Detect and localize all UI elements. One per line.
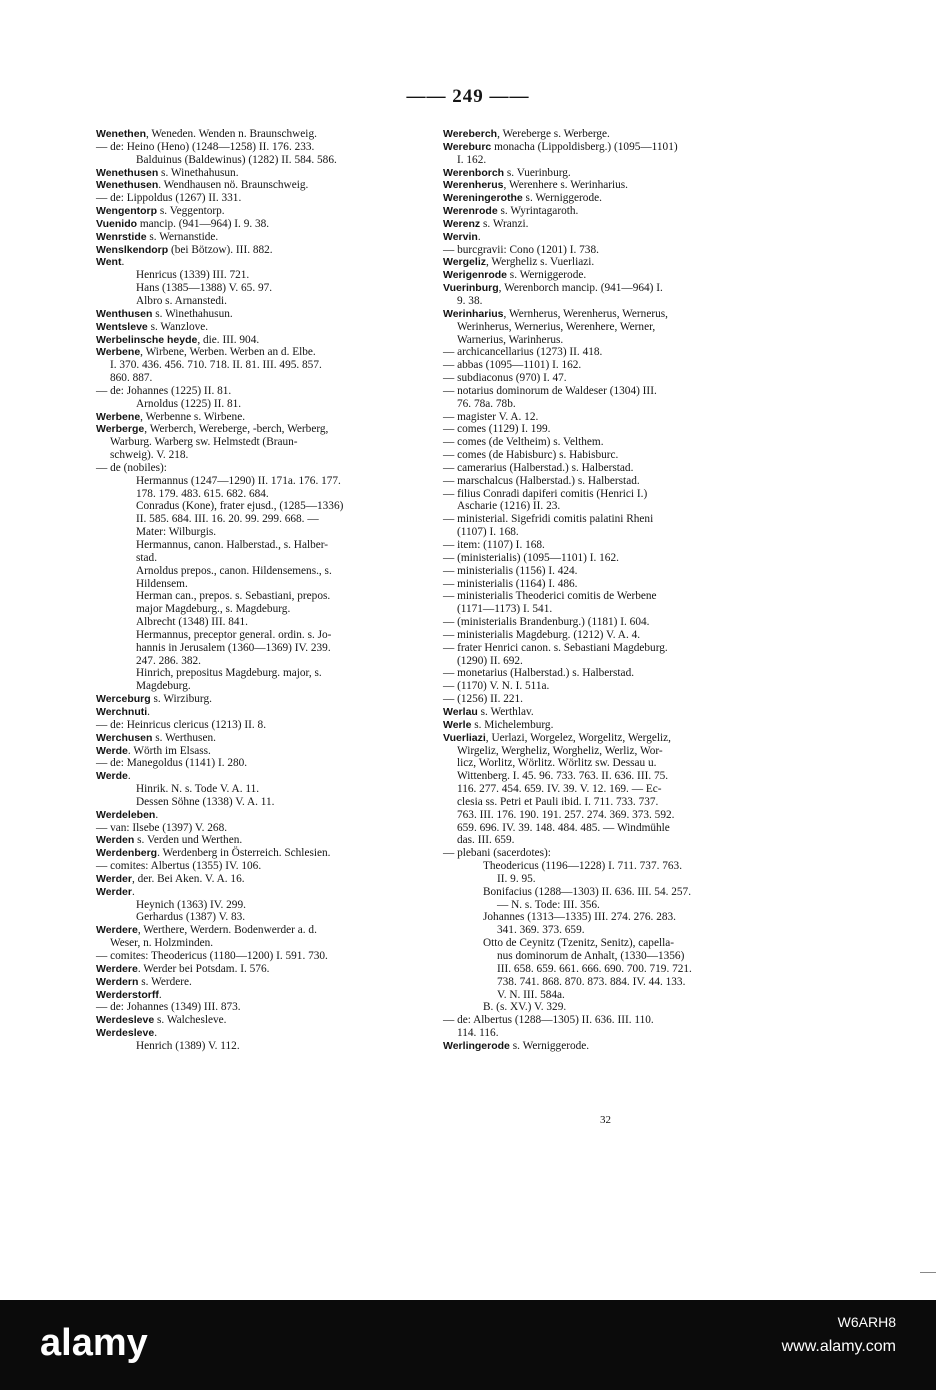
index-entry-heading: Werberge, Werberch, Wereberge, -berch, Werberg, bbox=[96, 423, 329, 436]
index-entry-line: — subdiaconus (970) I. 47. bbox=[443, 372, 567, 385]
index-entry-line: — monetarius (Halberstad.) s. Halberstad. bbox=[443, 667, 635, 680]
index-entry-heading: Wergeliz, Wergheliz s. Vuerliazi. bbox=[443, 256, 595, 269]
headword: Werenborch bbox=[443, 166, 505, 179]
headword: Wenethen bbox=[96, 128, 146, 140]
index-entry-line: Henrich (1389) V. 112. bbox=[136, 1039, 240, 1052]
index-entry-line: — comites: Theodericus (1180—1200) I. 591. 730. bbox=[96, 950, 328, 962]
headword: Werbene bbox=[96, 410, 141, 423]
watermark-domain: www.alamy.com bbox=[781, 1338, 896, 1355]
headword: Werdesleve bbox=[96, 1027, 155, 1040]
index-entry-line: Arnoldus (1225) II. 81. bbox=[136, 397, 242, 410]
index-entry-line: — ministerialis (1156) I. 424. bbox=[443, 564, 578, 577]
index-entry-line: — ministerialis Magdeburg. (1212) V. A. 4. bbox=[443, 628, 641, 641]
headword: Wereberch bbox=[443, 128, 498, 140]
index-entry-line: — de: Lippoldus (1267) II. 331. bbox=[96, 192, 242, 205]
index-entry-line: 763. III. 176. 190. 191. 257. 274. 369. 373. 592. bbox=[457, 808, 675, 821]
index-entry-line: — burcgravii: Cono (1201) I. 738. bbox=[443, 243, 599, 256]
index-entry-line: I. 162. bbox=[457, 153, 487, 166]
index-entry-heading: Werder, der. Bei Aken. V. A. 16. bbox=[96, 872, 245, 885]
index-entry-line: 116. 277. 454. 659. IV. 39. V. 12. 169. — Ec- bbox=[457, 783, 662, 796]
headword: Wenslkendorp bbox=[96, 243, 169, 256]
index-entry-line: — filius Conradi dapiferi comitis (Henrici I.) bbox=[443, 487, 648, 500]
index-entry-line: — comes (1129) I. 199. bbox=[443, 423, 551, 436]
index-entry-line: Albrecht (1348) III. 841. bbox=[136, 616, 248, 629]
index-entry-line: — archicancellarius (1273) II. 418. bbox=[443, 346, 603, 359]
index-entry-line: licz, Worlitz, Wörlitz. Wörlitz sw. Dessau u. bbox=[457, 757, 657, 770]
index-entry-line: I. 370. 436. 456. 710. 718. II. 81. III. 495. 857. bbox=[110, 359, 322, 372]
headword: Vuenido bbox=[96, 217, 138, 230]
index-entry-heading: Vuerinburg, Werenborch mancip. (941—964) I. bbox=[443, 282, 663, 295]
index-entry-line: — de: Johannes (1225) II. 81. bbox=[96, 384, 232, 397]
index-entry-line: — de: Johannes (1349) III. 873. bbox=[96, 1001, 241, 1014]
index-entry-heading: Went. bbox=[96, 256, 125, 269]
headword: Werde bbox=[96, 744, 128, 757]
index-entry-heading: Werle s. Michelemburg. bbox=[443, 718, 554, 731]
index-entry-line: — ministerial. Sigefridi comitis palatini Rheni bbox=[443, 513, 654, 526]
index-entry-line: Otto de Ceynitz (Tzenitz, Senitz), capella- bbox=[483, 937, 675, 950]
headword: Wenethusen bbox=[96, 166, 159, 179]
signature-mark: 32 bbox=[600, 1114, 611, 1126]
index-entry-line: (1171—1173) I. 541. bbox=[457, 603, 553, 616]
index-entry-line: 114. 116. bbox=[457, 1027, 499, 1040]
index-entry-line: — (ministerialis Brandenburg.) (1181) I. 604. bbox=[443, 616, 650, 629]
headword: Werenz bbox=[443, 217, 481, 230]
index-entry-line: Henricus (1339) III. 721. bbox=[136, 269, 250, 282]
headword: Wervin bbox=[443, 230, 478, 243]
index-entry-heading: Werde. bbox=[96, 770, 131, 783]
index-entry-heading: Werenz s. Wranzi. bbox=[443, 217, 529, 230]
index-entry-heading: Werenrode s. Wyrintagaroth. bbox=[443, 205, 579, 218]
headword: Werlingerode bbox=[443, 1039, 510, 1052]
index-entry-heading: Werlau s. Werthlav. bbox=[443, 705, 534, 718]
index-entry-heading: Werlingerode s. Werniggerode. bbox=[443, 1039, 590, 1052]
headword: Werbelinsche heyde bbox=[96, 333, 198, 346]
index-entry-line: Mater: Wilburgis. bbox=[136, 526, 217, 539]
index-entry-line: — van: Ilsebe (1397) V. 268. bbox=[96, 821, 228, 834]
index-entry-heading: Werchnuti. bbox=[96, 705, 150, 718]
index-entry-line: clesia ss. Petri et Pauli ibid. I. 711. 733. 737. bbox=[457, 795, 659, 808]
index-entry-heading: Wereberch, Wereberge s. Werberge. bbox=[443, 128, 610, 140]
index-entry-line: Balduinus (Baldewinus) (1282) II. 584. 586. bbox=[136, 153, 337, 166]
index-entry-line: — de: Heino (Heno) (1248—1258) II. 176. 233. bbox=[96, 140, 315, 153]
index-entry-line: — N. s. Tode: III. 356. bbox=[497, 898, 600, 911]
index-entry-line: Hans (1385—1388) V. 65. 97. bbox=[136, 282, 273, 295]
index-entry-line: schweig). V. 218. bbox=[110, 449, 189, 462]
index-entry-heading: Wenethusen. Wendhausen nö. Braunschweig. bbox=[96, 179, 309, 192]
index-entry-heading: Werchusen s. Werthusen. bbox=[96, 731, 216, 744]
headword: Werden bbox=[96, 834, 135, 847]
index-entry-line: Dessen Söhne (1338) V. A. 11. bbox=[136, 795, 275, 808]
index-entry-line: 738. 741. 868. 870. 873. 884. IV. 44. 133. bbox=[497, 975, 686, 988]
index-entry-heading: Werdesleve. bbox=[96, 1027, 158, 1040]
index-entry-line: — de: Heinricus clericus (1213) II. 8. bbox=[96, 718, 267, 731]
index-entry-heading: Werde. Wörth im Elsass. bbox=[96, 744, 211, 757]
headword: Wengentorp bbox=[96, 205, 158, 218]
headword: Werigenrode bbox=[443, 269, 507, 282]
index-entry-line: Weser, n. Holzminden. bbox=[110, 937, 214, 950]
index-entry-line: III. 658. 659. 661. 666. 690. 700. 719. 721. bbox=[497, 962, 692, 975]
headword: Wergeliz bbox=[443, 256, 486, 269]
index-entry-line: Magdeburg. bbox=[136, 680, 191, 693]
index-entry-line: Hermannus, preceptor general. ordin. s. Jo- bbox=[136, 628, 332, 641]
index-entry-line: Hinrich, prepositus Magdeburg. major, s. bbox=[136, 667, 322, 680]
index-entry-line: — camerarius (Halberstad.) s. Halberstad. bbox=[443, 461, 634, 474]
index-entry-heading: Wervin. bbox=[443, 230, 481, 243]
index-entry-line: 178. 179. 483. 615. 682. 684. bbox=[136, 487, 269, 500]
index-entry-heading: Wenthusen s. Winethahusun. bbox=[96, 307, 233, 320]
index-entry-line: 860. 887. bbox=[110, 372, 153, 385]
index-entry-line: — (1256) II. 221. bbox=[443, 693, 524, 706]
index-entry-heading: Wereburc monacha (Lippoldisberg.) (1095—1101) bbox=[443, 140, 678, 153]
index-entry-line: Hermannus, canon. Halberstad., s. Halber- bbox=[136, 539, 329, 551]
index-entry-heading: Werderstorff. bbox=[96, 988, 162, 1001]
index-entry-heading: Wenethusen s. Winethahusun. bbox=[96, 166, 239, 179]
index-entry-line: — notarius dominorum de Waldeser (1304) III. bbox=[443, 384, 657, 397]
crop-mark bbox=[920, 1272, 936, 1273]
headword: Werberge bbox=[96, 423, 145, 436]
headword: Wenethusen bbox=[96, 179, 159, 192]
index-entry-line: 76. 78a. 78b. bbox=[457, 397, 516, 410]
index-entry-line: Albro s. Arnanstedi. bbox=[136, 294, 227, 307]
index-entry-line: Wirgeliz, Wergheliz, Worgheliz, Werliz, Wor- bbox=[457, 744, 663, 757]
index-entry-line: Wittenberg. I. 45. 96. 733. 763. II. 636. III. 75. bbox=[457, 770, 669, 783]
index-entry-heading: Werbene, Werbenne s. Wirbene. bbox=[96, 410, 246, 423]
index-entry-line: — plebani (sacerdotes): bbox=[443, 847, 551, 860]
index-entry-line: — (ministerialis) (1095—1101) I. 162. bbox=[443, 551, 619, 564]
headword: Werceburg bbox=[96, 693, 151, 706]
index-entry-heading: Vuenido mancip. (941—964) I. 9. 38. bbox=[96, 217, 270, 230]
index-entry-line: II. 585. 684. III. 16. 20. 99. 299. 668. — bbox=[136, 513, 319, 526]
index-entry-heading: Wenethen, Weneden. Wenden n. Braunschweig. bbox=[96, 128, 317, 140]
headword: Werde bbox=[96, 770, 128, 783]
index-entry-line: — magister V. A. 12. bbox=[443, 410, 539, 423]
headword: Werinharius bbox=[443, 307, 504, 320]
index-entry-line: Warnerius, Warinherus. bbox=[457, 333, 564, 346]
index-entry-heading: Werceburg s. Wirziburg. bbox=[96, 693, 212, 706]
index-entry-line: das. III. 659. bbox=[457, 834, 515, 847]
index-entry-heading: Werdern s. Werdere. bbox=[96, 975, 192, 988]
index-entry-line: Hildensem. bbox=[136, 577, 188, 590]
index-entry-line: Arnoldus prepos., canon. Hildensemens., s. bbox=[136, 564, 332, 577]
index-entry-heading: Werinharius, Wernherus, Werenherus, Wernerus, bbox=[443, 307, 668, 320]
watermark-brand: alamy bbox=[40, 1322, 148, 1364]
watermark-footer bbox=[0, 1300, 936, 1390]
index-entry-heading: Werenborch s. Vuerinburg. bbox=[443, 166, 571, 179]
stock-image-id: W6ARH8 bbox=[837, 1314, 896, 1330]
index-entry-heading: Werbelinsche heyde, die. III. 904. bbox=[96, 333, 260, 346]
headword: Vuerinburg bbox=[443, 282, 499, 295]
index-entry-line: — de (nobiles): bbox=[96, 461, 167, 474]
index-entry-line: Werinherus, Wernerius, Werenhere, Werner, bbox=[457, 320, 656, 333]
index-entry-heading: Wenslkendorp (bei Bötzow). III. 882. bbox=[96, 243, 273, 256]
headword: Werder bbox=[96, 885, 132, 898]
index-entry-heading: Wengentorp s. Veggentorp. bbox=[96, 205, 225, 218]
page-number: —— 249 —— bbox=[406, 86, 530, 107]
headword: Werdeleben bbox=[96, 808, 156, 821]
headword: Wenthusen bbox=[96, 307, 153, 320]
index-entry-line: Bonifacius (1288—1303) II. 636. III. 54. 257. bbox=[483, 885, 692, 898]
index-entry-heading: Wenrstide s. Wernanstide. bbox=[96, 230, 219, 243]
index-entry-line: — comites: Albertus (1355) IV. 106. bbox=[96, 860, 262, 873]
index-entry-line: 9. 38. bbox=[457, 294, 483, 307]
headword: Wenrstide bbox=[96, 230, 147, 243]
index-entry-heading: Werden s. Verden und Werthen. bbox=[96, 834, 243, 847]
headword: Werder bbox=[96, 872, 132, 885]
headword: Vuerliazi bbox=[443, 731, 486, 744]
index-entry-heading: Wereningerothe s. Werniggerode. bbox=[443, 192, 602, 205]
headword: Werdenberg bbox=[96, 847, 158, 860]
index-entry-line: 247. 286. 382. bbox=[136, 654, 201, 667]
index-entry-heading: Werdesleve s. Walchesleve. bbox=[96, 1014, 227, 1027]
index-entry-line: Johannes (1313—1335) III. 274. 276. 283. bbox=[483, 911, 676, 924]
index-entry-line: Ascharie (1216) II. 23. bbox=[457, 500, 561, 513]
index-entry-line: 341. 369. 373. 659. bbox=[497, 924, 585, 937]
headword: Werchnuti bbox=[96, 705, 148, 718]
index-entry-line: (1107) I. 168. bbox=[457, 526, 519, 539]
index-entry-line: Conradus (Kone), frater ejusd., (1285—1336) bbox=[136, 500, 344, 513]
index-entry-line: — de: Albertus (1288—1305) II. 636. III. 110. bbox=[443, 1014, 654, 1027]
index-entry-line: (1290) II. 692. bbox=[457, 654, 523, 667]
index-entry-line: — ministerialis Theoderici comitis de Werbene bbox=[443, 590, 657, 603]
index-entry-heading: Werdere, Werthere, Werdern. Bodenwerder a. d. bbox=[96, 924, 317, 937]
index-entry-line: — frater Henrici canon. s. Sebastiani Magdeburg. bbox=[443, 641, 668, 654]
headword: Werchusen bbox=[96, 731, 153, 744]
index-entry-heading: Werenherus, Werenhere s. Werinharius. bbox=[443, 179, 628, 192]
index-entry-line: V. N. III. 584a. bbox=[497, 988, 565, 1001]
headword: Werdere bbox=[96, 962, 138, 975]
index-entry-heading: Wentsleve s. Wanzlove. bbox=[96, 320, 209, 333]
index-entry-line: major Magdeburg., s. Magdeburg. bbox=[136, 603, 291, 616]
index-entry-line: Warburg. Warberg sw. Helmstedt (Braun- bbox=[110, 436, 298, 449]
index-entry-line: — item: (1107) I. 168. bbox=[443, 539, 545, 551]
index-entry-line: Theodericus (1196—1228) I. 711. 737. 763. bbox=[483, 860, 683, 873]
index-entry-heading: Werder. bbox=[96, 885, 135, 898]
index-entry-heading: Werigenrode s. Werniggerode. bbox=[443, 269, 587, 282]
index-entry-line: — de: Manegoldus (1141) I. 280. bbox=[96, 757, 248, 770]
index-entry-line: Herman can., prepos. s. Sebastiani, prepos. bbox=[136, 590, 331, 603]
headword: Werenrode bbox=[443, 205, 498, 218]
index-entry-line: Hermannus (1247—1290) II. 171a. 176. 177. bbox=[136, 474, 341, 487]
index-entry-line: Gerhardus (1387) V. 83. bbox=[136, 911, 246, 924]
index-entry-line: hannis in Jerusalem (1360—1369) IV. 239. bbox=[136, 641, 331, 654]
index-entry-line: — abbas (1095—1101) I. 162. bbox=[443, 359, 582, 372]
index-entry-heading: Vuerliazi, Uerlazi, Worgelez, Worgelitz, Wergeliz, bbox=[443, 731, 671, 744]
index-entry-heading: Werbene, Wirbene, Werben. Werben an d. Elbe. bbox=[96, 346, 316, 359]
index-entry-line: — comes (de Habisburc) s. Habisburc. bbox=[443, 449, 619, 462]
headword: Werenherus bbox=[443, 179, 504, 192]
headword: Werderstorff bbox=[96, 988, 159, 1001]
index-entry-heading: Werdenberg. Werdenberg in Österreich. Schlesien. bbox=[96, 847, 331, 860]
headword: Wereburc bbox=[443, 140, 492, 153]
index-entry-line: — ministerialis (1164) I. 486. bbox=[443, 577, 578, 590]
headword: Werdesleve bbox=[96, 1014, 155, 1027]
headword: Werdern bbox=[96, 975, 139, 988]
index-entry-line: Hinrik. N. s. Tode V. A. 11. bbox=[136, 783, 260, 796]
index-entry-line: — comes (de Veltheim) s. Velthem. bbox=[443, 436, 604, 449]
index-entry-line: — marschalcus (Halberstad.) s. Halberstad. bbox=[443, 474, 640, 487]
index-column-right bbox=[443, 128, 773, 1053]
index-entry-line: II. 9. 95. bbox=[497, 872, 536, 885]
headword: Went bbox=[96, 256, 122, 269]
index-column-left bbox=[96, 128, 434, 1053]
index-entry-line: Heynich (1363) IV. 299. bbox=[136, 898, 246, 911]
headword: Werdere bbox=[96, 924, 138, 937]
index-entry-line: — (1170) V. N. I. 511a. bbox=[443, 680, 550, 693]
headword: Wereningerothe bbox=[443, 192, 523, 205]
index-entry-line: stad. bbox=[136, 551, 158, 564]
headword: Werlau bbox=[443, 705, 478, 718]
headword: Werle bbox=[443, 718, 472, 731]
index-entry-heading: Werdere. Werder bei Potsdam. I. 576. bbox=[96, 962, 270, 975]
headword: Wentsleve bbox=[96, 320, 148, 333]
index-entry-line: 659. 696. IV. 39. 148. 484. 485. — Windmühle bbox=[457, 821, 670, 834]
index-entry-line: B. (s. XV.) V. 329. bbox=[483, 1001, 567, 1014]
headword: Werbene bbox=[96, 346, 141, 359]
index-entry-line: nus dominorum de Anhalt, (1330—1356) bbox=[497, 950, 685, 962]
index-entry-heading: Werdeleben. bbox=[96, 808, 159, 821]
